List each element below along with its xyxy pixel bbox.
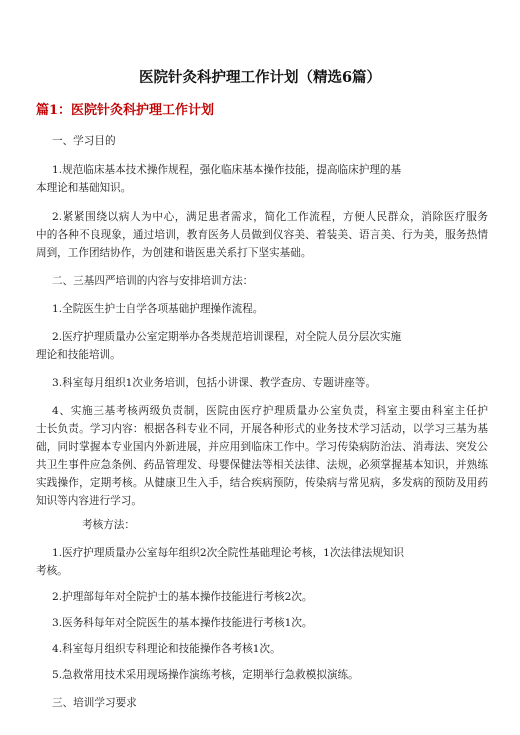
paragraph-line: 2.医疗护理质量办公室定期举办各类规范培训课程，对全院人员分层次实施 xyxy=(52,331,402,343)
paragraph-line: 4.科室每月组织专科理论和技能操作各考核1次。 xyxy=(52,643,281,655)
paragraph-line: 士长负责。学习内容：根据各科专业不同，开展各种形式的业务技术学习活动，以学习三基为基 xyxy=(36,423,488,435)
paragraph-line: 4、实施三基考核两级负责制，医院由医疗护理质量办公室负责，科室主要由科室主任护 xyxy=(52,405,488,417)
paragraph-line: 1.医疗护理质量办公室每年组织2次全院性基础理论考核，1次法律法规知识 xyxy=(52,547,404,559)
heading-training-content: 二、三基四严培训的内容与安排培训方法： xyxy=(52,275,254,287)
paragraph-line: 理论和技能培训。 xyxy=(36,349,121,361)
paragraph-line: 共卫生事件应急条例、药品管理发、母婴保健法等相关法律、法规，必须掌握基本知识，并熟练 xyxy=(36,459,488,471)
heading-learning-purpose: 一、学习目的 xyxy=(52,135,116,147)
paragraph-line: 3.科室每月组织1次业务培训，包括小讲课、教学查房、专题讲座等。 xyxy=(52,377,377,389)
paragraph-line: 2.护理部每年对全院护士的基本操作技能进行考核2次。 xyxy=(52,591,313,603)
paragraph-line: 1.全院医生护士自学各项基础护理操作流程。 xyxy=(52,303,264,315)
paragraph-line: 5.急救常用技术采用现场操作演练考核，定期举行急救模拟演练。 xyxy=(52,669,359,681)
paragraph-line: 础，同时掌握本专业国内外新进展，并应用到临床工作中。学习传染病防治法、消毒法、突发公 xyxy=(36,441,488,453)
document-title: 医院针灸科护理工作计划（精选6篇） xyxy=(138,69,382,86)
paragraph-line: 本理论和基础知识。 xyxy=(36,182,132,194)
section-title: 篇1：医院针灸科护理工作计划 xyxy=(36,103,215,118)
heading-assessment-method: 考核方法： xyxy=(82,519,135,531)
paragraph-line: 1.规范临床基本技术操作规程，强化临床基本操作技能，提高临床护理的基 xyxy=(52,164,402,176)
paragraph-line: 考核。 xyxy=(36,565,68,577)
paragraph-line: 周到，工作团结协作，为创建和谐医患关系打下坚实基础。 xyxy=(36,247,312,259)
paragraph-line: 知识等内容进行学习。 xyxy=(36,495,142,507)
paragraph-line: 中的各种不良现象，通过培训，教育医务人员做到仪容美、着装美、语言美、行为美，服务热情 xyxy=(36,229,488,241)
paragraph-line: 2.紧紧围绕以病人为中心，满足患者需求，简化工作流程，方便人民群众，消除医疗服务 xyxy=(52,211,488,223)
heading-training-requirements: 三、培训学习要求 xyxy=(52,697,137,709)
paragraph-line: 实践操作，定期考核。从健康卫生入手，结合疾病预防，传染病与常见病，多发病的预防及用药 xyxy=(36,477,488,489)
paragraph-line: 3.医务科每年对全院医生的基本操作技能进行考核1次。 xyxy=(52,617,313,629)
